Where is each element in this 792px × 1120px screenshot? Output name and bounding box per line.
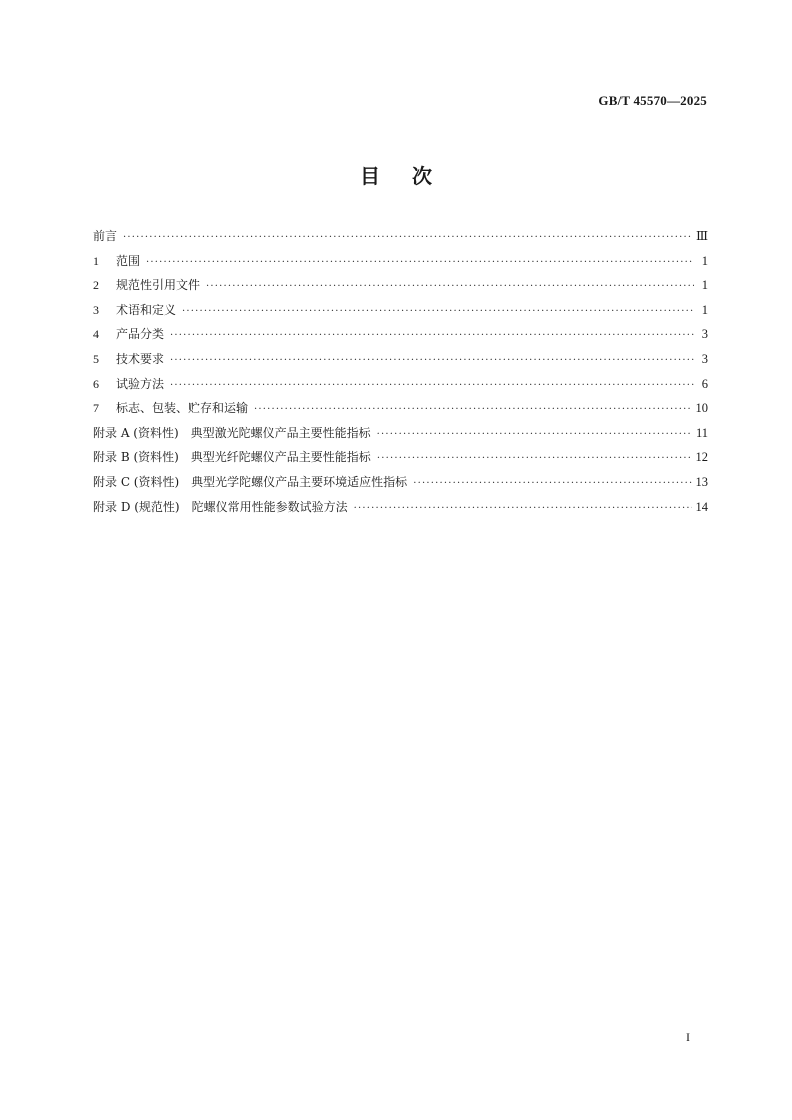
toc-dot-leader <box>146 251 694 276</box>
standard-number: GB/T 45570—2025 <box>598 93 707 108</box>
toc-entry-number: 4 <box>93 327 99 342</box>
toc-entry-page: 13 <box>695 474 708 489</box>
toc-entry-label: 前言 <box>93 229 118 243</box>
toc-entry-page: 6 <box>701 376 708 391</box>
toc-entry-page: 14 <box>695 499 708 514</box>
toc-entry-annex-d[interactable] <box>93 495 708 520</box>
toc-entry-number: 3 <box>93 302 99 317</box>
toc-entry-page: 1 <box>701 253 708 268</box>
toc-dot-leader <box>170 349 694 374</box>
toc-entry-foreword[interactable] <box>93 224 708 249</box>
toc-dot-leader <box>377 423 692 448</box>
toc-entry-number: 2 <box>93 278 99 293</box>
toc-entry-page: Ⅲ <box>695 229 708 243</box>
toc-dot-leader <box>413 472 691 497</box>
toc-entry-page: 1 <box>701 278 708 293</box>
toc-entry-label: 附录 A (资料性) 典型激光陀螺仪产品主要性能指标 <box>93 425 371 440</box>
toc-entry-requirements[interactable] <box>93 347 708 372</box>
toc-dot-leader <box>182 300 694 325</box>
toc-dot-leader <box>170 324 694 349</box>
toc-dot-leader <box>254 398 691 423</box>
toc-entry-label: 附录 C (资料性) 典型光学陀螺仪产品主要环境适应性指标 <box>93 474 408 489</box>
toc-dot-leader <box>354 497 692 522</box>
toc-entry-label: 试验方法 <box>116 376 165 391</box>
toc-entry-label: 规范性引用文件 <box>116 278 201 293</box>
toc-entry-terms-definitions[interactable] <box>93 298 708 323</box>
toc-entry-test-methods[interactable] <box>93 372 708 397</box>
table-of-contents <box>93 224 708 519</box>
toc-dot-leader <box>377 447 692 472</box>
toc-entry-label: 标志、包装、贮存和运输 <box>116 401 249 416</box>
page-title: 目次 <box>360 164 464 188</box>
toc-entry-number: 6 <box>93 376 99 391</box>
toc-entry-label: 术语和定义 <box>116 302 177 317</box>
toc-entry-annex-a[interactable] <box>93 421 708 446</box>
toc-entry-page: 11 <box>695 425 708 440</box>
toc-entry-normative-references[interactable] <box>93 273 708 298</box>
toc-dot-leader <box>170 374 694 399</box>
toc-entry-annex-c[interactable] <box>93 470 708 495</box>
toc-dot-leader <box>206 275 694 300</box>
toc-entry-number: 7 <box>93 401 99 416</box>
toc-entry-scope[interactable] <box>93 249 708 274</box>
toc-entry-annex-b[interactable] <box>93 445 708 470</box>
page-number: I <box>686 1030 690 1044</box>
toc-entry-label: 附录 D (规范性) 陀螺仪常用性能参数试验方法 <box>93 499 348 514</box>
toc-entry-page: 10 <box>695 401 708 416</box>
toc-entry-label: 产品分类 <box>116 327 165 342</box>
toc-entry-number: 1 <box>93 253 99 268</box>
toc-entry-page: 3 <box>701 327 708 342</box>
toc-entry-label: 技术要求 <box>116 351 165 366</box>
toc-entry-page: 3 <box>701 351 708 366</box>
toc-entry-classification[interactable] <box>93 322 708 347</box>
toc-entry-label: 附录 B (资料性) 典型光纤陀螺仪产品主要性能指标 <box>93 450 371 465</box>
toc-entry-number: 5 <box>93 351 99 366</box>
toc-entry-page: 12 <box>695 450 708 465</box>
toc-dot-leader <box>123 226 692 251</box>
toc-entry-page: 1 <box>701 302 708 317</box>
toc-entry-label: 范围 <box>116 253 141 268</box>
toc-entry-marking-packaging[interactable] <box>93 396 708 421</box>
